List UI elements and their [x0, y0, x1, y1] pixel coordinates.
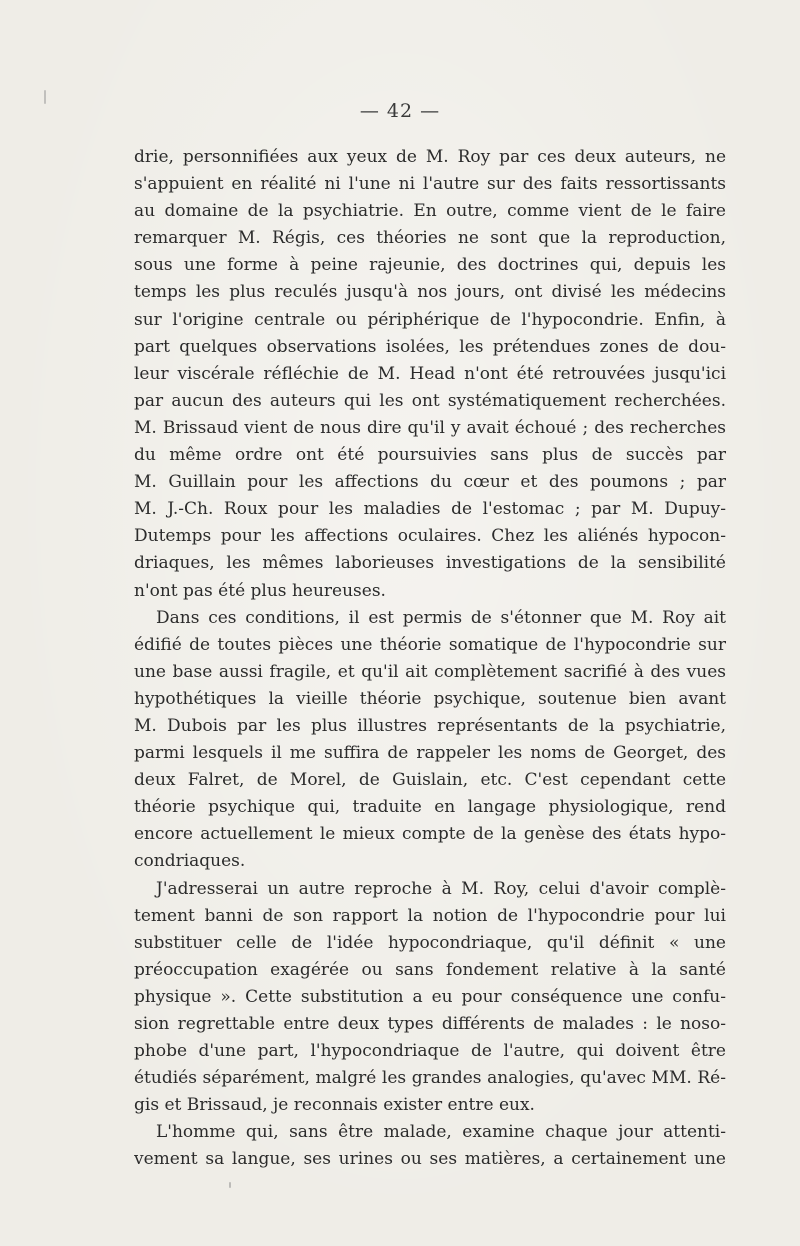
text-line: Dutemps pour les affections oculaires. Chez les aliénés hypocon- — [134, 526, 726, 547]
text-line: n'ont pas été plus heureuses. — [134, 580, 386, 601]
paragraph-1 — [134, 144, 726, 605]
text-line: part quelques observations isolées, les prétendues zones de dou- — [134, 336, 726, 357]
text-line: remarquer M. Régis, ces théories ne sont que la reproduction, — [134, 228, 726, 249]
page-number: — 42 — — [359, 100, 441, 122]
text-line: théorie psychique qui, traduite en langage physiologique, rend — [134, 797, 726, 818]
text-line: temps les plus reculés jusqu'à nos jours, ont divisé les médecins — [134, 282, 726, 303]
text-line: hypothétiques la vieille théorie psychique, soutenue bien avant — [134, 688, 726, 709]
text-line: driaques, les mêmes laborieuses investigations de la sensibilité — [134, 553, 726, 574]
text-line: condriaques. — [134, 851, 246, 872]
paragraph-2 — [134, 605, 726, 876]
text-line: préoccupation exagérée ou sans fondement relative à la santé — [134, 959, 726, 980]
text-line: phobe d'une part, l'hypocondriaque de l'autre, qui doivent être — [134, 1041, 726, 1062]
text-line: sur l'origine centrale ou périphérique de l'hypocondrie. Enfin, à — [134, 309, 726, 330]
text-line: drie, personnifiées aux yeux de M. Roy par ces deux auteurs, ne — [134, 147, 726, 167]
text-line: une base aussi fragile, et qu'il ait complètement sacrifié à des vues — [134, 661, 726, 682]
text-line: M. Guillain pour les affections du cœur et des poumons ; par — [134, 472, 726, 493]
text-line: édifié de toutes pièces une théorie somatique de l'hypocondrie sur — [134, 634, 726, 655]
text-line: au domaine de la psychiatrie. En outre, comme vient de le faire — [134, 201, 726, 222]
text-line: s'appuient en réalité ni l'une ni l'autre sur des faits ressortissants — [134, 174, 726, 195]
text-line: L'homme qui, sans être malade, examine chaque jour attenti- — [156, 1122, 726, 1143]
text-line: étudiés séparément, malgré les grandes analogies, qu'avec MM. Ré- — [134, 1068, 726, 1089]
text-line: M. Dubois par les plus illustres représentants de la psychiatrie, — [134, 715, 726, 736]
text-line: J'adresserai un autre reproche à M. Roy, celui d'avoir complè- — [156, 878, 726, 899]
text-line: Dans ces conditions, il est permis de s'étonner que M. Roy ait — [156, 607, 726, 628]
text-line: du même ordre ont été poursuivies sans plus de succès par — [134, 445, 726, 466]
text-line: M. J.-Ch. Roux pour les maladies de l'estomac ; par M. Dupuy- — [134, 499, 726, 520]
text-line: gis et Brissaud, je reconnais exister entre eux. — [134, 1095, 535, 1116]
text-line: physique ». Cette substitution a eu pour conséquence une confu- — [134, 986, 726, 1007]
body-text — [134, 144, 726, 1174]
paper-speck — [44, 90, 46, 104]
text-line: sion regrettable entre deux types différents de malades : le noso- — [134, 1014, 726, 1034]
paper-speck — [229, 1182, 231, 1188]
text-line: vement sa langue, ses urines ou ses matières, a certainement une — [134, 1149, 726, 1170]
text-line: parmi lesquels il me suffira de rappeler les noms de Georget, des — [134, 743, 726, 764]
text-line: sous une forme à peine rajeunie, des doctrines qui, depuis les — [134, 255, 726, 276]
paragraph-4 — [134, 1119, 726, 1173]
paragraph-3 — [134, 876, 726, 1120]
text-line: M. Brissaud vient de nous dire qu'il y avait échoué ; des recherches — [134, 417, 726, 438]
text-line: par aucun des auteurs qui les ont systématiquement recherchées. — [134, 390, 726, 411]
text-line: substituer celle de l'idée hypocondriaque, qu'il définit « une — [134, 932, 726, 953]
text-line: tement banni de son rapport la notion de l'hypocondrie pour lui — [134, 905, 726, 926]
text-line: encore actuellement le mieux compte de la genèse des états hypo- — [134, 824, 726, 845]
text-line: leur viscérale réfléchie de M. Head n'ont été retrouvées jusqu'ici — [134, 363, 726, 384]
text-line: deux Falret, de Morel, de Guislain, etc. C'est cependant cette — [134, 770, 726, 791]
